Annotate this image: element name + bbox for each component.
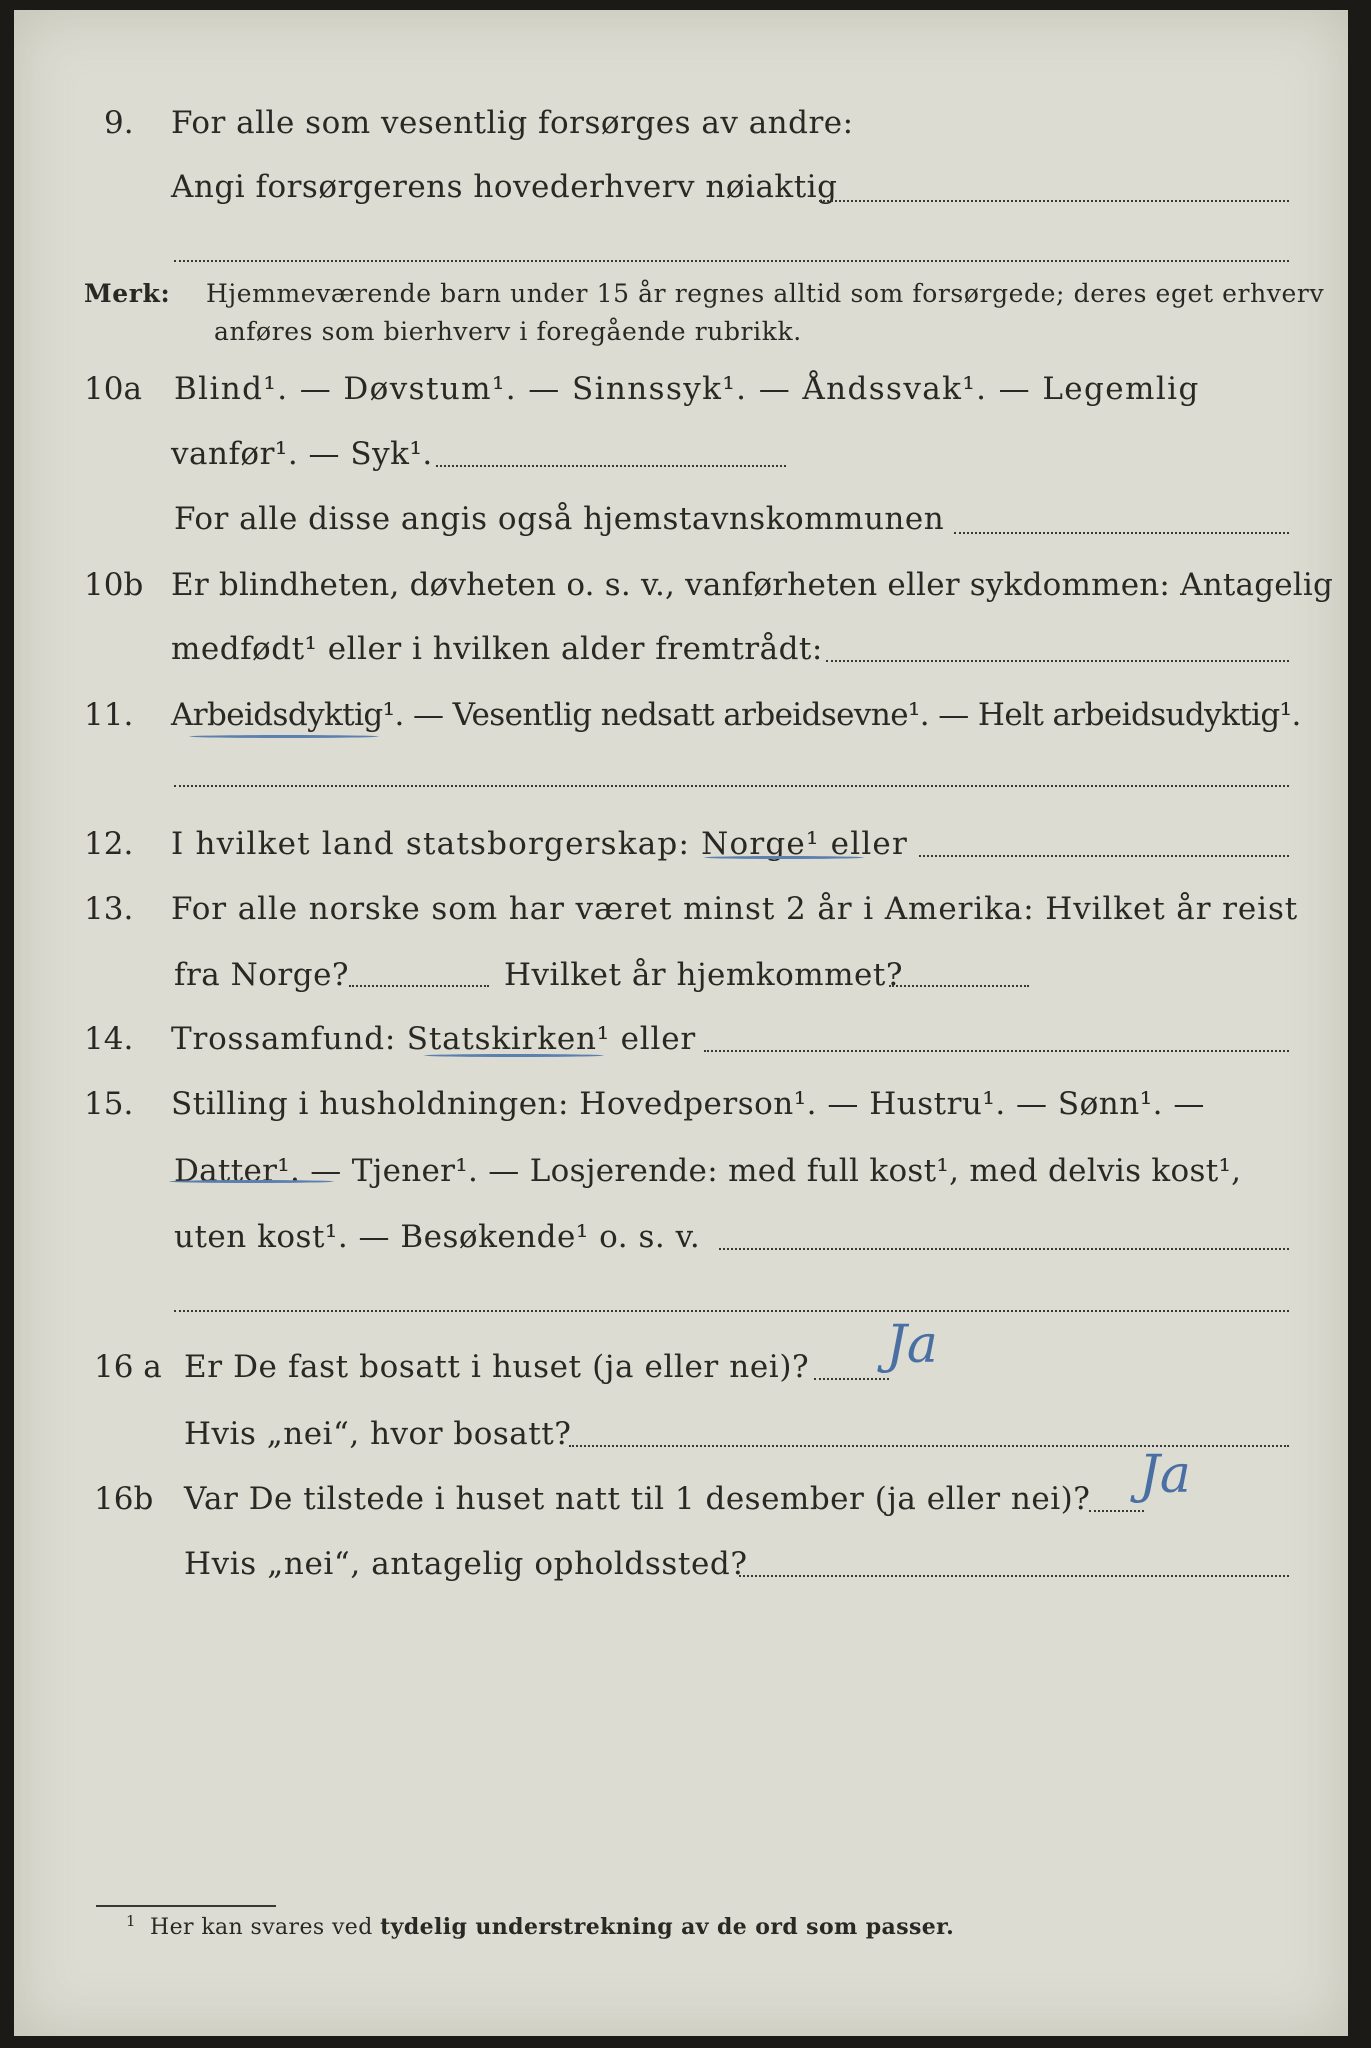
answer-line[interactable] bbox=[739, 1575, 1289, 1577]
question-number: 12. bbox=[84, 826, 134, 862]
q10a-line3: For alle disse angis også hjemstavnskommunen bbox=[174, 501, 945, 537]
q10b-line1: Er blindheten, døvheten o. s. v., vanførheten eller sykdommen: Antagelig bbox=[171, 567, 1334, 603]
footnote-rule bbox=[96, 1905, 276, 1907]
underline-mark bbox=[169, 1180, 334, 1183]
q9-line1: For alle som vesentlig forsørges av andre: bbox=[171, 105, 854, 141]
answer-line[interactable] bbox=[719, 1248, 1289, 1250]
merk-label: Merk: bbox=[84, 279, 171, 308]
question-number: 16 a bbox=[94, 1349, 162, 1385]
question-number: 10a bbox=[84, 371, 142, 407]
question-number: 10b bbox=[84, 567, 144, 603]
answer-line[interactable] bbox=[704, 1050, 1289, 1052]
footnote-text: Her kan svares ved bbox=[150, 1915, 381, 1940]
answer-line[interactable] bbox=[1089, 1510, 1144, 1512]
q16a-line2: Hvis „nei“, hvor bosatt? bbox=[184, 1416, 572, 1452]
q10b-line2: medfødt¹ eller i hvilken alder fremtrådt: bbox=[171, 631, 823, 667]
question-number: 11. bbox=[84, 697, 134, 733]
answer-line[interactable] bbox=[436, 465, 786, 467]
footnote bbox=[126, 1912, 955, 1940]
underline-mark bbox=[704, 856, 864, 859]
question-number: 9. bbox=[104, 105, 134, 141]
answer-line[interactable] bbox=[826, 660, 1289, 662]
question-number: 16b bbox=[94, 1481, 154, 1517]
question-number: 14. bbox=[84, 1021, 134, 1057]
answer-line[interactable] bbox=[174, 260, 1289, 262]
q9-line2: Angi forsørgerens hovederhverv nøiaktig bbox=[171, 169, 838, 205]
q16a-line1: Er De fast bosatt i huset (ja eller nei)? bbox=[184, 1349, 810, 1385]
answer-line[interactable] bbox=[349, 985, 489, 987]
q11-line1: Arbeidsdyktig¹. — Vesentlig nedsatt arbeidsevne¹. — Helt arbeidsudyktig¹. bbox=[171, 697, 1301, 733]
q13-line1: For alle norske som har været minst 2 år i Amerika: Hvilket år reist bbox=[171, 891, 1299, 927]
answer-line[interactable] bbox=[819, 200, 1289, 202]
answer-line[interactable] bbox=[814, 1378, 889, 1380]
answer-line[interactable] bbox=[919, 855, 1289, 857]
answer-line[interactable] bbox=[889, 985, 1029, 987]
q15-line3: uten kost¹. — Besøkende¹ o. s. v. bbox=[174, 1219, 701, 1255]
answer-line[interactable] bbox=[954, 532, 1289, 534]
q13-line2b: Hvilket år hjemkommet? bbox=[504, 957, 903, 993]
census-form-page bbox=[14, 10, 1348, 2036]
q13-line2a: fra Norge? bbox=[174, 957, 350, 993]
q14-line1: Trossamfund: Statskirken¹ eller bbox=[171, 1021, 696, 1057]
q15-line1: Stilling i husholdningen: Hovedperson¹. — Hustru¹. — Sønn¹. — bbox=[171, 1086, 1205, 1122]
merk-line1: Hjemmeværende barn under 15 år regnes alltid som forsørgede; deres eget erhverv bbox=[206, 279, 1325, 308]
underline-mark bbox=[189, 735, 379, 738]
handwritten-answer: Ja bbox=[1139, 1445, 1191, 1505]
q16b-line1: Var De tilstede i huset natt til 1 desember (ja eller nei)? bbox=[184, 1481, 1091, 1517]
merk-line2: anføres som bierhverv i foregående rubrikk. bbox=[214, 317, 802, 346]
q10a-line1: Blind¹. — Døvstum¹. — Sinnssyk¹. — Åndssvak¹. — Legemlig bbox=[174, 371, 1200, 407]
underline-mark bbox=[424, 1054, 604, 1057]
handwritten-answer: Ja bbox=[886, 1315, 938, 1375]
footnote-marker: 1 bbox=[126, 1912, 136, 1930]
answer-line[interactable] bbox=[174, 785, 1289, 787]
q12-line1: I hvilket land statsborgerskap: Norge¹ eller bbox=[171, 826, 908, 862]
question-number: 13. bbox=[84, 891, 134, 927]
answer-line[interactable] bbox=[174, 1310, 1289, 1312]
q15-line2: Datter¹. — Tjener¹. — Losjerende: med full kost¹, med delvis kost¹, bbox=[174, 1153, 1242, 1189]
q10a-line2: vanfør¹. — Syk¹. bbox=[171, 436, 433, 472]
footnote-bold-text: tydelig understrekning av de ord som passer. bbox=[380, 1914, 955, 1940]
q16b-line2: Hvis „nei“, antagelig opholdssted? bbox=[184, 1546, 748, 1582]
question-number: 15. bbox=[84, 1086, 134, 1122]
